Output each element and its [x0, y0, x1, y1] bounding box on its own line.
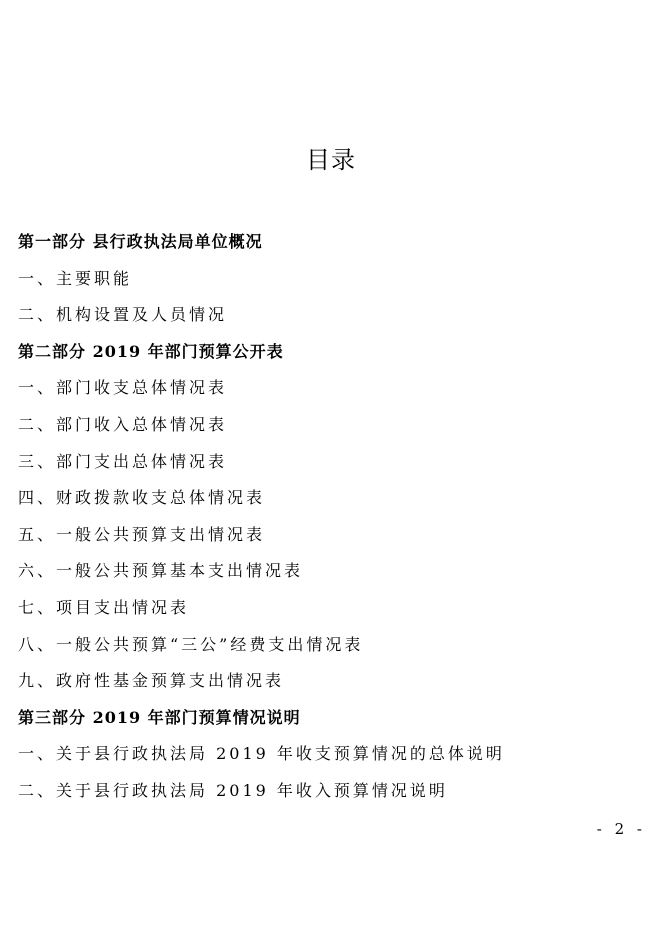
toc-item: 三、部门支出总体情况表: [18, 451, 228, 471]
toc-item: 二、关于县行政执法局 2019 年收入预算情况说明: [18, 780, 448, 800]
toc-part-heading: 第二部分 2019 年部门预算公开表: [18, 341, 284, 361]
toc-item: 七、项目支出情况表: [18, 597, 190, 617]
toc-part-heading: 第三部分 2019 年部门预算情况说明: [18, 707, 301, 727]
toc-item: 四、财政拨款收支总体情况表: [18, 488, 266, 508]
toc-item: 一、主要职能: [18, 268, 133, 288]
toc-part-heading: 第一部分 县行政执法局单位概况: [18, 232, 263, 251]
toc-item: 二、部门收入总体情况表: [18, 414, 228, 434]
toc-item: 一、关于县行政执法局 2019 年收支预算情况的总体说明: [18, 744, 505, 764]
table-of-contents: [18, 224, 648, 810]
toc-item: 五、一般公共预算支出情况表: [18, 524, 266, 544]
page-number: - 2 -: [596, 820, 646, 838]
toc-item: 二、机构设置及人员情况: [18, 305, 228, 325]
toc-item: 六、一般公共预算基本支出情况表: [18, 561, 304, 581]
toc-item: 一、部门收支总体情况表: [18, 378, 228, 398]
toc-item: 八、一般公共预算“三公”经费支出情况表: [18, 634, 364, 654]
toc-item: 九、政府性基金预算支出情况表: [18, 671, 285, 691]
document-title: 目录: [306, 146, 356, 174]
